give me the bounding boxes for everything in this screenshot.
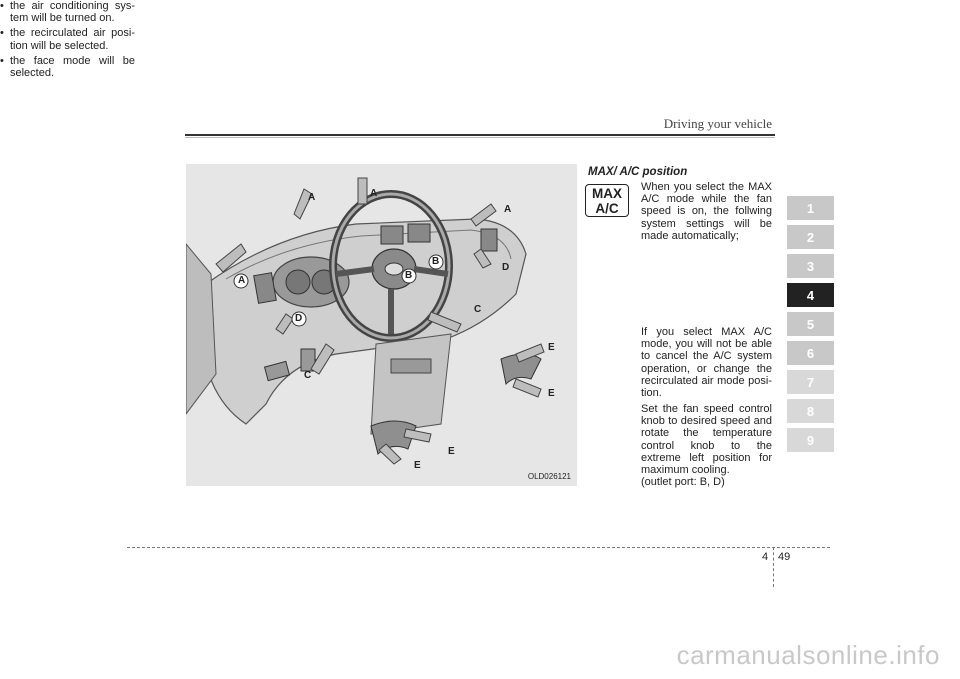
outlet-label-e3: E — [448, 446, 455, 457]
figure-code: OLD026121 — [527, 472, 571, 481]
header-rule-secondary — [185, 137, 775, 138]
outlet-label-a2: A — [370, 188, 378, 199]
outlet-label-e2: E — [548, 388, 555, 399]
intro-paragraph: When you select the MAX A/C mode while the fan speed is on, the follwing system settings will be made automatically; — [641, 181, 772, 242]
outlet-label-d2: D — [295, 313, 303, 324]
dashboard-drawing — [186, 164, 577, 486]
chapter-tab-5[interactable]: 5 — [787, 312, 834, 336]
chapter-tab-9[interactable]: 9 — [787, 428, 834, 452]
settings-list — [0, 0, 135, 79]
footer-divider — [773, 547, 774, 587]
chapter-tab-1[interactable]: 1 — [787, 196, 834, 220]
outlet-label-d1: D — [502, 262, 510, 273]
chapter-tab-8[interactable]: 8 — [787, 399, 834, 423]
section-title: MAX/ A/C position — [588, 166, 688, 178]
header-rule — [185, 134, 775, 136]
list-item-text: the recirculated air posi-tion will be selected. — [10, 27, 135, 52]
footer-rule — [127, 547, 830, 548]
cooling-paragraph — [641, 403, 772, 488]
outlet-label-a4: A — [238, 275, 246, 286]
chapter-tab-6[interactable]: 6 — [787, 341, 834, 365]
watermark: carmanualsonline.info — [676, 640, 940, 670]
outlet-label-a1: A — [308, 192, 316, 203]
chapter-tab-3[interactable]: 3 — [787, 254, 834, 278]
outlet-label-e4: E — [414, 460, 421, 471]
chapter-tab-7[interactable]: 7 — [787, 370, 834, 394]
outlet-label-b1: B — [405, 270, 413, 281]
list-item — [0, 27, 135, 51]
cancel-paragraph: If you select MAX A/C mode, you will not be able to cancel the A/C system operation, or change the recirculated air mode posi-tion. — [641, 326, 772, 400]
chapter-tab-4[interactable]: 4 — [787, 283, 834, 307]
max-ac-button-icon — [585, 184, 629, 217]
outlet-port-note: (outlet port: B, D) — [641, 476, 725, 489]
outlet-label-b2: B — [432, 256, 440, 267]
bullet-icon: • — [0, 27, 4, 40]
outlet-label-e1: E — [548, 342, 555, 353]
bullet-icon: • — [0, 54, 4, 67]
chapter-tabs — [787, 196, 834, 457]
list-item-text: the air conditioning sys-tem will be turned on. — [10, 0, 135, 25]
footer-chapter-number: 4 — [762, 551, 769, 563]
list-item — [0, 0, 135, 24]
page-number: 49 — [778, 551, 791, 563]
dashboard-illustration — [186, 164, 577, 486]
chapter-tab-2[interactable]: 2 — [787, 225, 834, 249]
running-header: Driving your vehicle — [663, 116, 772, 131]
cooling-paragraph-main: Set the fan speed control knob to desired speed and rotate the temperature control knob to the extreme left position for maximum cooling. — [641, 403, 772, 477]
max-ac-button-line1: MAX — [592, 186, 622, 201]
outlet-label-c2: C — [304, 370, 312, 381]
list-item — [0, 55, 135, 79]
bullet-icon: • — [0, 0, 4, 12]
list-item-text: the face mode will be selected. — [10, 54, 135, 80]
max-ac-button-line2: A/C — [595, 201, 619, 216]
outlet-label-c1: C — [474, 304, 482, 315]
outlet-label-a3: A — [504, 204, 512, 215]
